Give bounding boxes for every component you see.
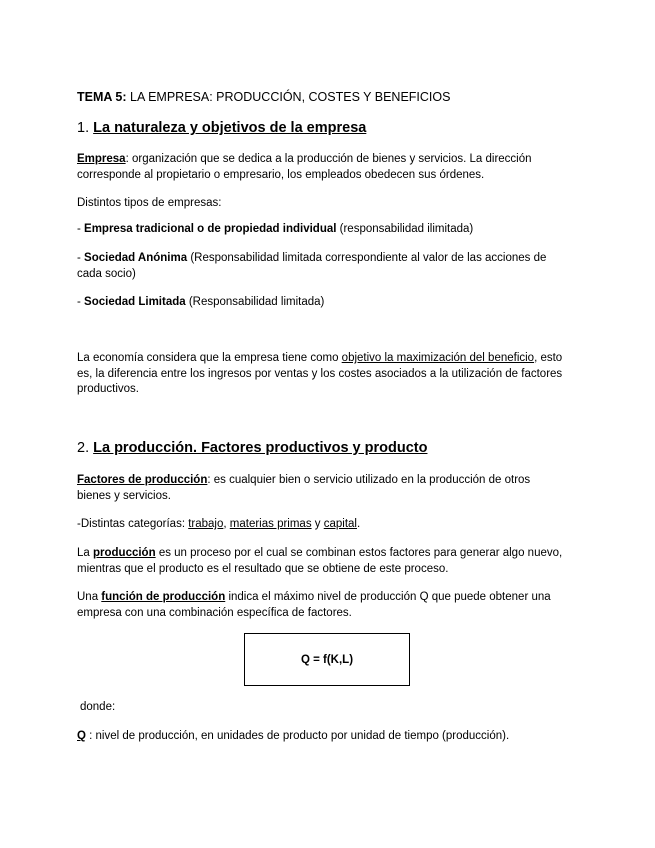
tipos-intro: Distintos tipos de empresas: — [77, 197, 222, 209]
section-1-number: 1. — [77, 120, 94, 136]
categoria-materias-primas: materias primas — [229, 518, 312, 530]
objetivo-paragraph — [77, 351, 567, 398]
categorias-sep: y — [311, 518, 324, 530]
factores-term: Factores de producción — [77, 474, 208, 486]
q-definition — [77, 729, 567, 745]
tipo-desc: (Responsabilidad limitada) — [185, 296, 325, 308]
categorias-pre: -Distintas categorías: — [77, 518, 189, 530]
q-term: Q — [77, 730, 86, 742]
tipo-name: Sociedad Limitada — [84, 296, 186, 308]
categorias-end: . — [356, 518, 361, 530]
title-text: LA EMPRESA: PRODUCCIÓN, COSTES Y BENEFICIOS — [126, 90, 451, 104]
q-text: : nivel de producción, en unidades de producto por unidad de tiempo (producción). — [85, 730, 510, 742]
funcion-pre: Una — [77, 591, 102, 603]
tipo-item — [77, 251, 567, 282]
empresa-term: Empresa — [77, 153, 126, 165]
categoria-capital: capital — [323, 518, 357, 530]
formula-box — [244, 633, 410, 686]
produccion-definition — [77, 546, 567, 577]
tipo-item — [77, 222, 567, 238]
tipo-desc: (Responsabilidad limitada correspondiente al valor de las acciones de cada socio) — [77, 252, 547, 280]
donde-label: donde: — [80, 701, 116, 713]
funcion-post: indica el máximo nivel de producción Q que puede obtener una empresa con una combinación específica de factores. — [77, 591, 551, 619]
categoria-trabajo: trabajo — [188, 518, 224, 530]
objetivo-post: , esto es, la diferencia entre los ingresos por ventas y los costes asociados a la utilización de factores productivos. — [77, 352, 563, 395]
produccion-post: es un proceso por el cual se combinan estos factores para generar algo nuevo, mientras que el producto es el resultado que se obtiene de este proceso. — [77, 547, 563, 575]
page-title — [77, 90, 567, 106]
factores-definition — [77, 473, 567, 504]
tipo-item — [77, 295, 567, 311]
empresa-definition — [77, 152, 567, 183]
objetivo-underlined: objetivo la maximización del beneficio — [341, 352, 535, 364]
tipo-prefix: - — [77, 223, 85, 235]
section-1-heading — [77, 121, 567, 137]
objetivo-pre: La economía considera que la empresa tiene como — [77, 352, 342, 364]
empresa-text: : organización que se dedica a la producción de bienes y servicios. La dirección corresponde al propietario o empresario, los empleados obedecen sus órdenes. — [77, 153, 532, 181]
tipo-prefix: - — [77, 296, 85, 308]
formula-text: Q = f(K,L) — [300, 653, 354, 666]
categorias-sep: , — [223, 518, 230, 530]
tipo-name: Empresa tradicional o de propiedad individual — [84, 223, 337, 235]
section-2-label: La producción. Factores productivos y producto — [93, 440, 428, 456]
title-bold: TEMA 5: — [77, 90, 127, 104]
produccion-term: producción — [93, 547, 156, 559]
factores-text: : es cualquier bien o servicio utilizado en la producción de otros bienes y servicios. — [77, 474, 531, 502]
funcion-term: función de producción — [101, 591, 226, 603]
section-1-label: La naturaleza y objetivos de la empresa — [93, 120, 367, 136]
tipo-prefix: - — [77, 252, 85, 264]
section-2-heading — [77, 441, 567, 457]
produccion-pre: La — [77, 547, 93, 559]
section-2-number: 2. — [77, 440, 94, 456]
funcion-definition — [77, 590, 567, 621]
tipo-desc: (responsabilidad ilimitada) — [336, 223, 474, 235]
categorias-line — [77, 517, 567, 533]
tipo-name: Sociedad Anónima — [84, 252, 188, 264]
